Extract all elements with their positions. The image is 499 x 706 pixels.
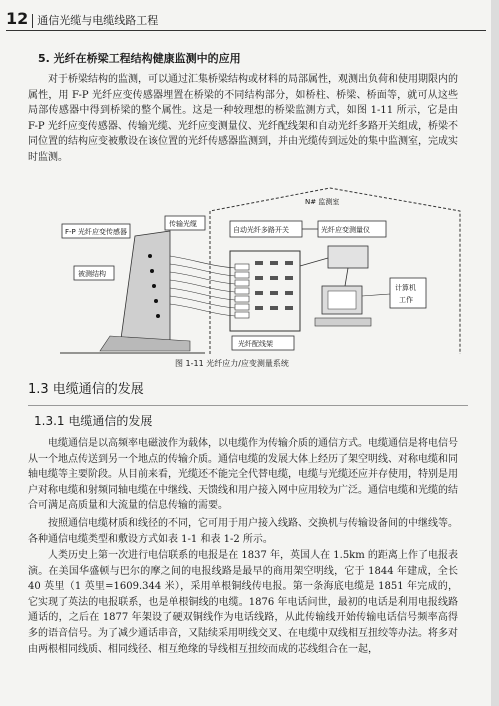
switch-label: 自动光纤多路开关: [233, 226, 289, 234]
running-title: 通信光缆与电缆线路工程: [32, 14, 158, 28]
room-label: N# 监测室: [305, 198, 340, 206]
sensor-label: F-P 光纤应变传感器: [65, 228, 127, 236]
bridge-foundation: [100, 336, 190, 351]
section-1-3-1-paragraph-2: 按照通信电缆材质和线径的不同，它可用于用户接入线路、交换机与传输设备间的中继线等。各种通信电缆类型和敷设方式如表 1-1 和表 1-2 所示。: [28, 518, 458, 545]
section-1-3-1-paragraph-1: 电缆通信是以高频率电磁波作为载体，以电缆作为传输介质的通信方式。电缆通信是将电信号从一个地点传送到另一个地点的传输介质。通信电缆的发展大体上经历了架空明线、对称电缆和同轴电缆等主要阶段。从目前来看，光缆还不能完全代替电缆，电缆与光缆还应并存使用，特别是用户对称电缆和射频同轴电缆在中继线、天馈线和用户接入网中应用较为广泛。通信电缆和光缆的结合可满足高质量和大流量的信息传输的需要。: [28, 438, 458, 512]
connector-array: [235, 264, 249, 318]
divider-line: [28, 405, 468, 406]
running-header: [6, 8, 486, 31]
patch-frame-ports: [255, 261, 293, 310]
section-1-3-1-heading: 1.3.1 电缆通信的发展: [34, 414, 153, 428]
bridge-structure: [120, 231, 170, 346]
section-1-3-1-paragraph-3: 人类历史上第一次进行电信联系的电报是在 1837 年，英国人在 1.5km 的距离上作了电报表演。在美国华盛顿与巴尔的摩之间的电报线路是最早的商用架空明线，它于 1844 年建成，全长 40 英里（1 英里=1609.344 米），采用单根铜线传电报。第一条海底电缆是 1851 年完成的，它实现了英法的电报联系，也是单根铜线的电缆。1876 年电话问世，最初的电话是利用电报线路通话的，之后在 1877 年架设了硬双铜线作为电话线路，从此传输线开始传输电话信号频率高得多的语音信号。为了减少通话串音，又陆续采用明线交叉、在电缆中双线相互扭绞等办法。将多对由两根相同线质、相同线径、相互绝缘的导线相互扭绞而成的芯线组合在一起，: [28, 550, 458, 655]
page-edge-shadow: [491, 0, 499, 706]
section-5-paragraph: 对于桥梁结构的监测，可以通过汇集桥梁结构或材料的局部属性，观测出负荷和使用期限内的属性，用 F-P 光纤应变传感器埋置在桥梁的不同结构部分，如桥柱、桥梁、桥面等，就可从这些局部传感器中得到桥梁的整个属性。这是一种较理想的桥梁监测方式，如图 1-11 所示，它是由 F-P 光纤应变传感器、传输光缆、光纤应变测量仪、光纤配线架和自动光纤多路开关组成，桥梁不同位置的结构应变被敷设在该位置的光纤传感器监测到，并由光缆传到远处的集中监测室，完成实时监测。: [28, 74, 458, 163]
fiber-strain-system-figure: [60, 186, 470, 356]
odf-label: 光纤配线架: [238, 340, 273, 348]
structure-label: 被测结构: [78, 270, 106, 278]
figure-caption: 图 1-11 光纤应力/应变测量系统: [175, 359, 289, 368]
transmission-cable-bundle: [170, 256, 235, 316]
meter-label: 光纤应变测量仪: [321, 226, 370, 234]
section-5-title: 5. 光纤在桥梁工程结构健康监测中的应用: [38, 52, 241, 65]
computer-label-line1: 计算机: [395, 284, 416, 292]
monitoring-room-outline: [210, 188, 460, 354]
section-1-3-heading: 1.3 电缆通信的发展: [28, 382, 144, 397]
page-number: 12: [6, 9, 29, 28]
computer-label-line2: 工作: [399, 296, 413, 304]
strain-meter-device: [328, 246, 368, 268]
cable-label: 传输光缆: [169, 220, 197, 228]
computer-keyboard: [315, 318, 371, 326]
